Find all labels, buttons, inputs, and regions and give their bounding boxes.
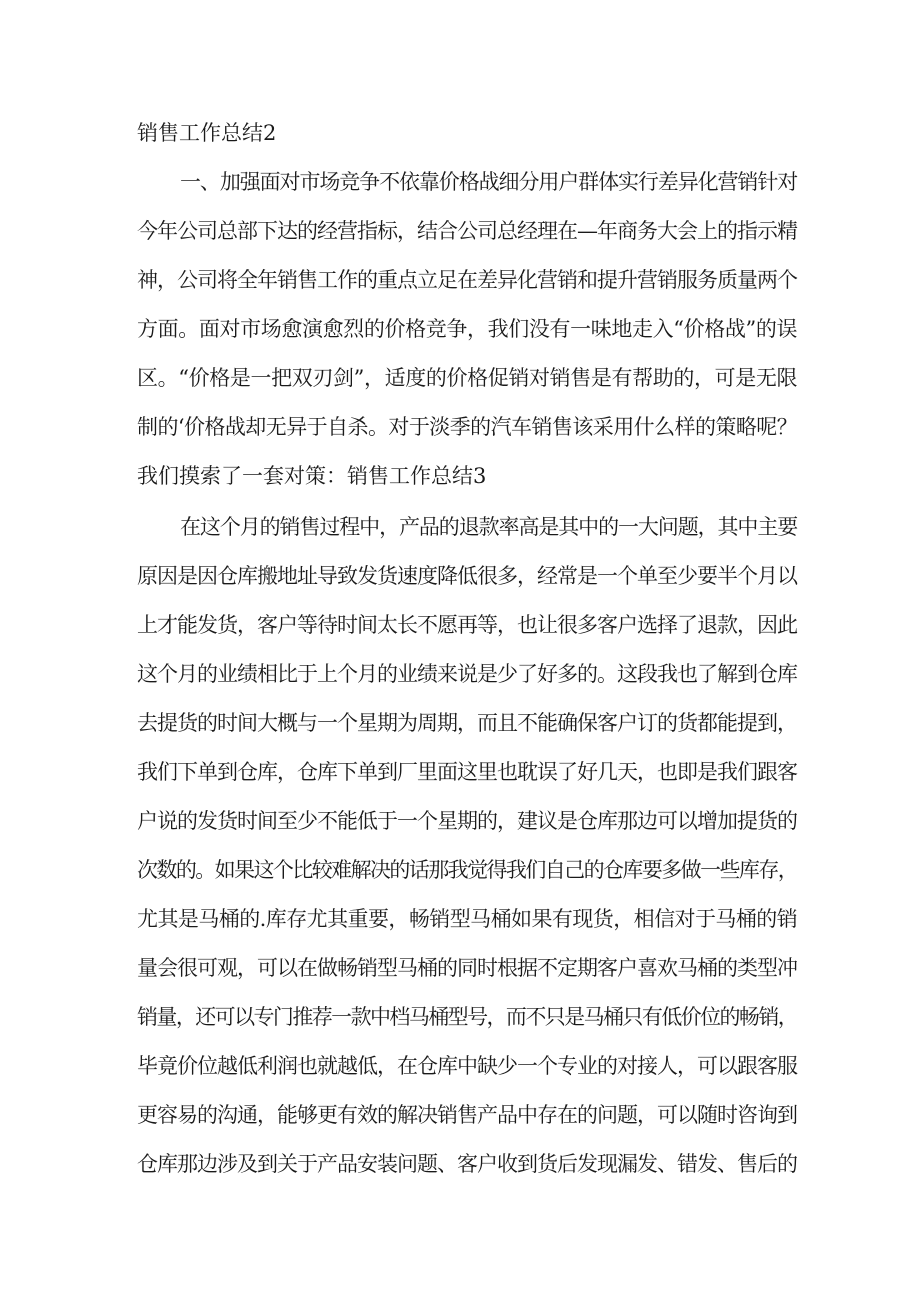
paragraph-line: 这个月的业绩相比于上个月的业绩来说是少了好多的。这段我也了解到仓库 — [137, 662, 797, 686]
paragraph-line: 尤其是马桶的.库存尤其重要，畅销型马桶如果有现货，相信对于马桶的销 — [137, 907, 797, 931]
paragraph-line: 仓库那边涉及到关于产品安装问题、客户收到货后发现漏发、错发、售后的 — [137, 1152, 797, 1176]
paragraph-line: 次数的。如果这个比较难解决的话那我觉得我们自己的仓库要多做一些库存， — [137, 858, 797, 882]
paragraph-line: 更容易的沟通，能够更有效的解决销售产品中存在的问题，可以随时咨询到 — [137, 1103, 797, 1127]
paragraph-line: 销量，还可以专门推荐一款中档马桶型号，而不只是马桶只有低价位的畅销， — [137, 1005, 797, 1029]
paragraph-line: 今年公司总部下达的经营指标，结合公司总经理在—年商务大会上的指示精 — [137, 219, 797, 243]
document-heading: 销售工作总结2 — [137, 121, 277, 145]
paragraph-line: 在这个月的销售过程中，产品的退款率高是其中的一大问题，其中主要 — [180, 515, 797, 539]
paragraph-line: 区。“价格是一把双刃剑”，适度的价格促销对销售是有帮助的，可是无限 — [137, 366, 797, 390]
paragraph-line: 去提货的时间大概与一个星期为周期，而且不能确保客户订的货都能提到， — [137, 711, 797, 735]
paragraph-line: 我们下单到仓库，仓库下单到厂里面这里也耽误了好几天，也即是我们跟客 — [137, 760, 797, 784]
paragraph-line: 户说的发货时间至少不能低于一个星期的，建议是仓库那边可以增加提货的 — [137, 809, 797, 833]
paragraph-line: 一、加强面对市场竞争不依靠价格战细分用户群体实行差异化营销针对 — [180, 170, 797, 194]
paragraph-line: 神，公司将全年销售工作的重点立足在差异化营销和提升营销服务质量两个 — [137, 268, 797, 292]
paragraph-line: 我们摸索了一套对策：销售工作总结3 — [137, 464, 487, 488]
paragraph-line: 上才能发货，客户等待时间太长不愿再等，也让很多客户选择了退款，因此 — [137, 613, 797, 637]
paragraph-line: 制的‘价格战却无异于自杀。对于淡季的汽车销售该采用什么样的策略呢？ — [137, 415, 797, 439]
paragraph-line: 量会很可观，可以在做畅销型马桶的同时根据不定期客户喜欢马桶的类型冲 — [137, 956, 797, 980]
paragraph-line: 原因是因仓库搬地址导致发货速度降低很多，经常是一个单至少要半个月以 — [137, 564, 797, 588]
paragraph-line: 方面。面对市场愈演愈烈的价格竞争，我们没有一味地走入“价格战”的误 — [137, 317, 797, 341]
paragraph-line: 毕竟价位越低利润也就越低，在仓库中缺少一个专业的对接人，可以跟客服 — [137, 1054, 797, 1078]
